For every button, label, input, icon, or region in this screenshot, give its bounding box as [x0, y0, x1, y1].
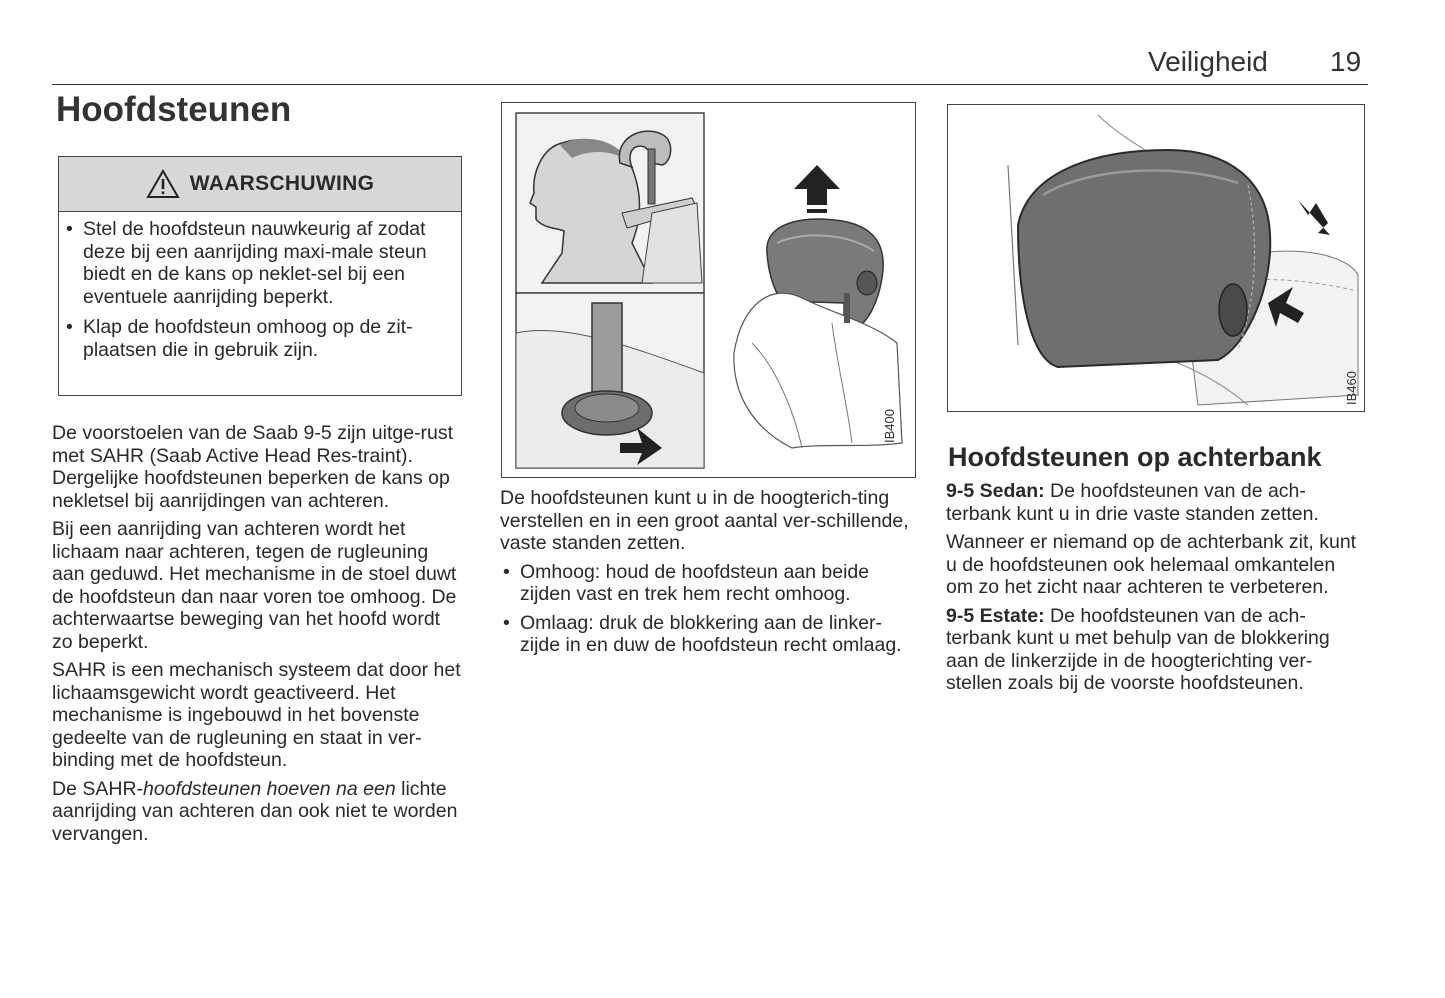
paragraph-replacement [52, 778, 464, 846]
paragraph-sedan [946, 480, 1366, 525]
rear-heading: Hoofdsteunen op achterbank [948, 442, 1322, 472]
page-title: Hoofdsteunen [56, 90, 292, 129]
sedan-label: 9-5 Sedan: [946, 480, 1045, 502]
warning-item: • Klap de hoofdsteun omhoog op de zit-plaatsen die in gebruik zijn. [83, 316, 447, 361]
page-number: 19 [1330, 46, 1362, 77]
header-rule [52, 84, 1368, 85]
estate-label: 9-5 Estate: [946, 604, 1045, 627]
text-run: De SAHR- [52, 777, 144, 800]
rear-column [946, 480, 1366, 701]
adjust-list [500, 561, 920, 657]
section-title: Veiligheid [1148, 46, 1268, 77]
warning-header [59, 157, 461, 212]
italic-text-run: hoofdsteunen hoeven na een [143, 777, 396, 800]
warning-box [58, 156, 462, 396]
paragraph: Bij een aanrijding van achteren wordt het lichaam naar achteren, tegen de rugleuning aan geduwd. Het mechanisme in de stoel duwt de hoofdsteun dan naar voren toe omhoog. De achterwaartse beweging van het hoofd wordt zo beperkt. [52, 518, 457, 653]
figure-front-headrest [501, 102, 916, 478]
list-item: • Omhoog: houd de hoofdsteun aan beide zijden vast en trek hem recht omhoog. [520, 561, 920, 606]
text-run: lichte aanrijding van achteren dan ook niet te worden vervangen. [52, 777, 458, 845]
paragraph: SAHR is een mechanisch systeem dat door het lichaamsgewicht wordt geactiveerd. Het mechanisme is ingebouwd in het bovenste gedeelte van de rugleuning en staat in ver-binding met de hoofdsteun. [52, 659, 461, 771]
warning-triangle-icon [146, 169, 180, 199]
list-item: • Omlaag: druk de blokkering aan de linker-zijde in en duw de hoofdsteun recht omlaag. [520, 612, 920, 657]
up-arrow-icon [794, 165, 840, 205]
warning-list [59, 218, 461, 361]
intro-column [52, 422, 464, 851]
warning-label: WAARSCHUWING [189, 172, 375, 195]
warning-item: • Stel de hoofdsteun nauwkeurig af zodat deze bij een aanrijding maxi-male steun biedt en de kans op neklet-sel bij een eventuele aanrijding beperkt. [83, 218, 447, 308]
figure-code: IB460 [1344, 371, 1359, 405]
paragraph: Wanneer er niemand op de achterbank zit, kunt u de hoofdsteunen ook helemaal omkantelen om zo het zicht naar achteren te verbeteren. [946, 531, 1357, 598]
adjust-column [500, 487, 920, 663]
paragraph-estate [946, 605, 1366, 695]
text-run: De hoofdsteunen van de ach-terbank kunt u met behulp van de blokkering aan de linkerzijde in de hoogterichting ver-stellen zoals bij de voorste hoofdsteunen. [946, 604, 1330, 694]
figure-code: IB400 [882, 409, 897, 443]
tilt-arrow-icon [1288, 185, 1330, 235]
paragraph: De hoofdsteunen kunt u in de hoogterich-ting verstellen en in een groot aantal ver-schillende, vaste standen zetten. [500, 487, 909, 554]
paragraph: De voorstoelen van de Saab 9-5 zijn uitge-rust met SAHR (Saab Active Head Res-traint). Dergelijke hoofdsteunen beperken de kans op nekletsel bij aanrijdingen van achteren. [52, 422, 454, 512]
figure-rear-headrest [947, 104, 1365, 412]
text-run: De hoofdsteunen van de ach-terbank kunt u in drie vaste standen zetten. [946, 480, 1319, 525]
